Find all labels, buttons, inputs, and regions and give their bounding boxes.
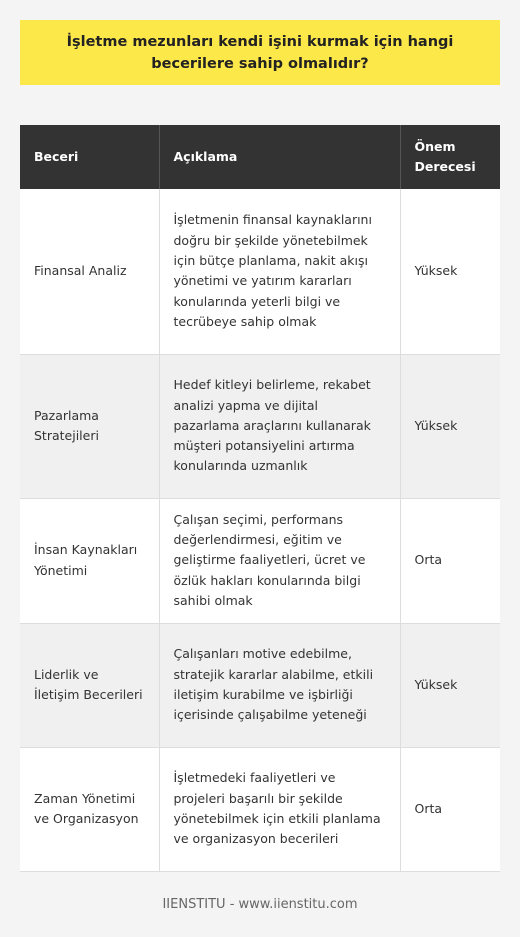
- skill-cell: Pazarlama Stratejileri: [20, 354, 159, 498]
- header-importance: Önem Derecesi: [400, 125, 500, 189]
- importance-cell: Yüksek: [400, 354, 500, 498]
- table-row: [20, 623, 500, 747]
- skill-cell: Liderlik ve İletişim Becerileri: [20, 623, 159, 747]
- page-title: İşletme mezunları kendi işini kurmak için hangi becerilere sahip olmalıdır?: [66, 33, 454, 72]
- skill-cell: Finansal Analiz: [20, 189, 159, 354]
- description-cell: Hedef kitleyi belirleme, rekabet analizi yapma ve dijital pazarlama araçlarını kullanarak müşteri potansiyelini artırma konularında uzmanlık: [159, 354, 400, 498]
- table-row: [20, 189, 500, 354]
- header-description: Açıklama: [159, 125, 400, 189]
- importance-cell: Orta: [400, 498, 500, 623]
- table-row: [20, 498, 500, 623]
- table-row: [20, 354, 500, 498]
- importance-cell: Orta: [400, 747, 500, 871]
- skill-cell: Zaman Yönetimi ve Organizasyon: [20, 747, 159, 871]
- description-cell: İşletmenin finansal kaynaklarını doğru bir şekilde yönetebilmek için bütçe planlama, nakit akışı yönetimi ve yatırım kararları konularında yeterli bilgi ve tecrübeye sahip olmak: [159, 189, 400, 354]
- skill-cell: İnsan Kaynakları Yönetimi: [20, 498, 159, 623]
- description-cell: Çalışan seçimi, performans değerlendirmesi, eğitim ve geliştirme faaliyetleri, ücret ve özlük hakları konularında bilgi sahibi olmak: [159, 498, 400, 623]
- footer-credit: IIENSTITU - www.iienstitu.com: [162, 897, 358, 912]
- description-cell: İşletmedeki faaliyetleri ve projeleri başarılı bir şekilde yönetebilmek için etkili planlama ve organizasyon becerileri: [159, 747, 400, 871]
- title-banner: [20, 20, 500, 85]
- importance-cell: Yüksek: [400, 189, 500, 354]
- header-skill: Beceri: [20, 125, 159, 189]
- description-cell: Çalışanları motive edebilme, stratejik kararlar alabilme, etkili iletişim kurabilme ve işbirliği içerisinde çalışabilme yeteneği: [159, 623, 400, 747]
- table-header-row: [20, 125, 500, 189]
- table-row: [20, 747, 500, 871]
- importance-cell: Yüksek: [400, 623, 500, 747]
- skills-table: [20, 125, 500, 872]
